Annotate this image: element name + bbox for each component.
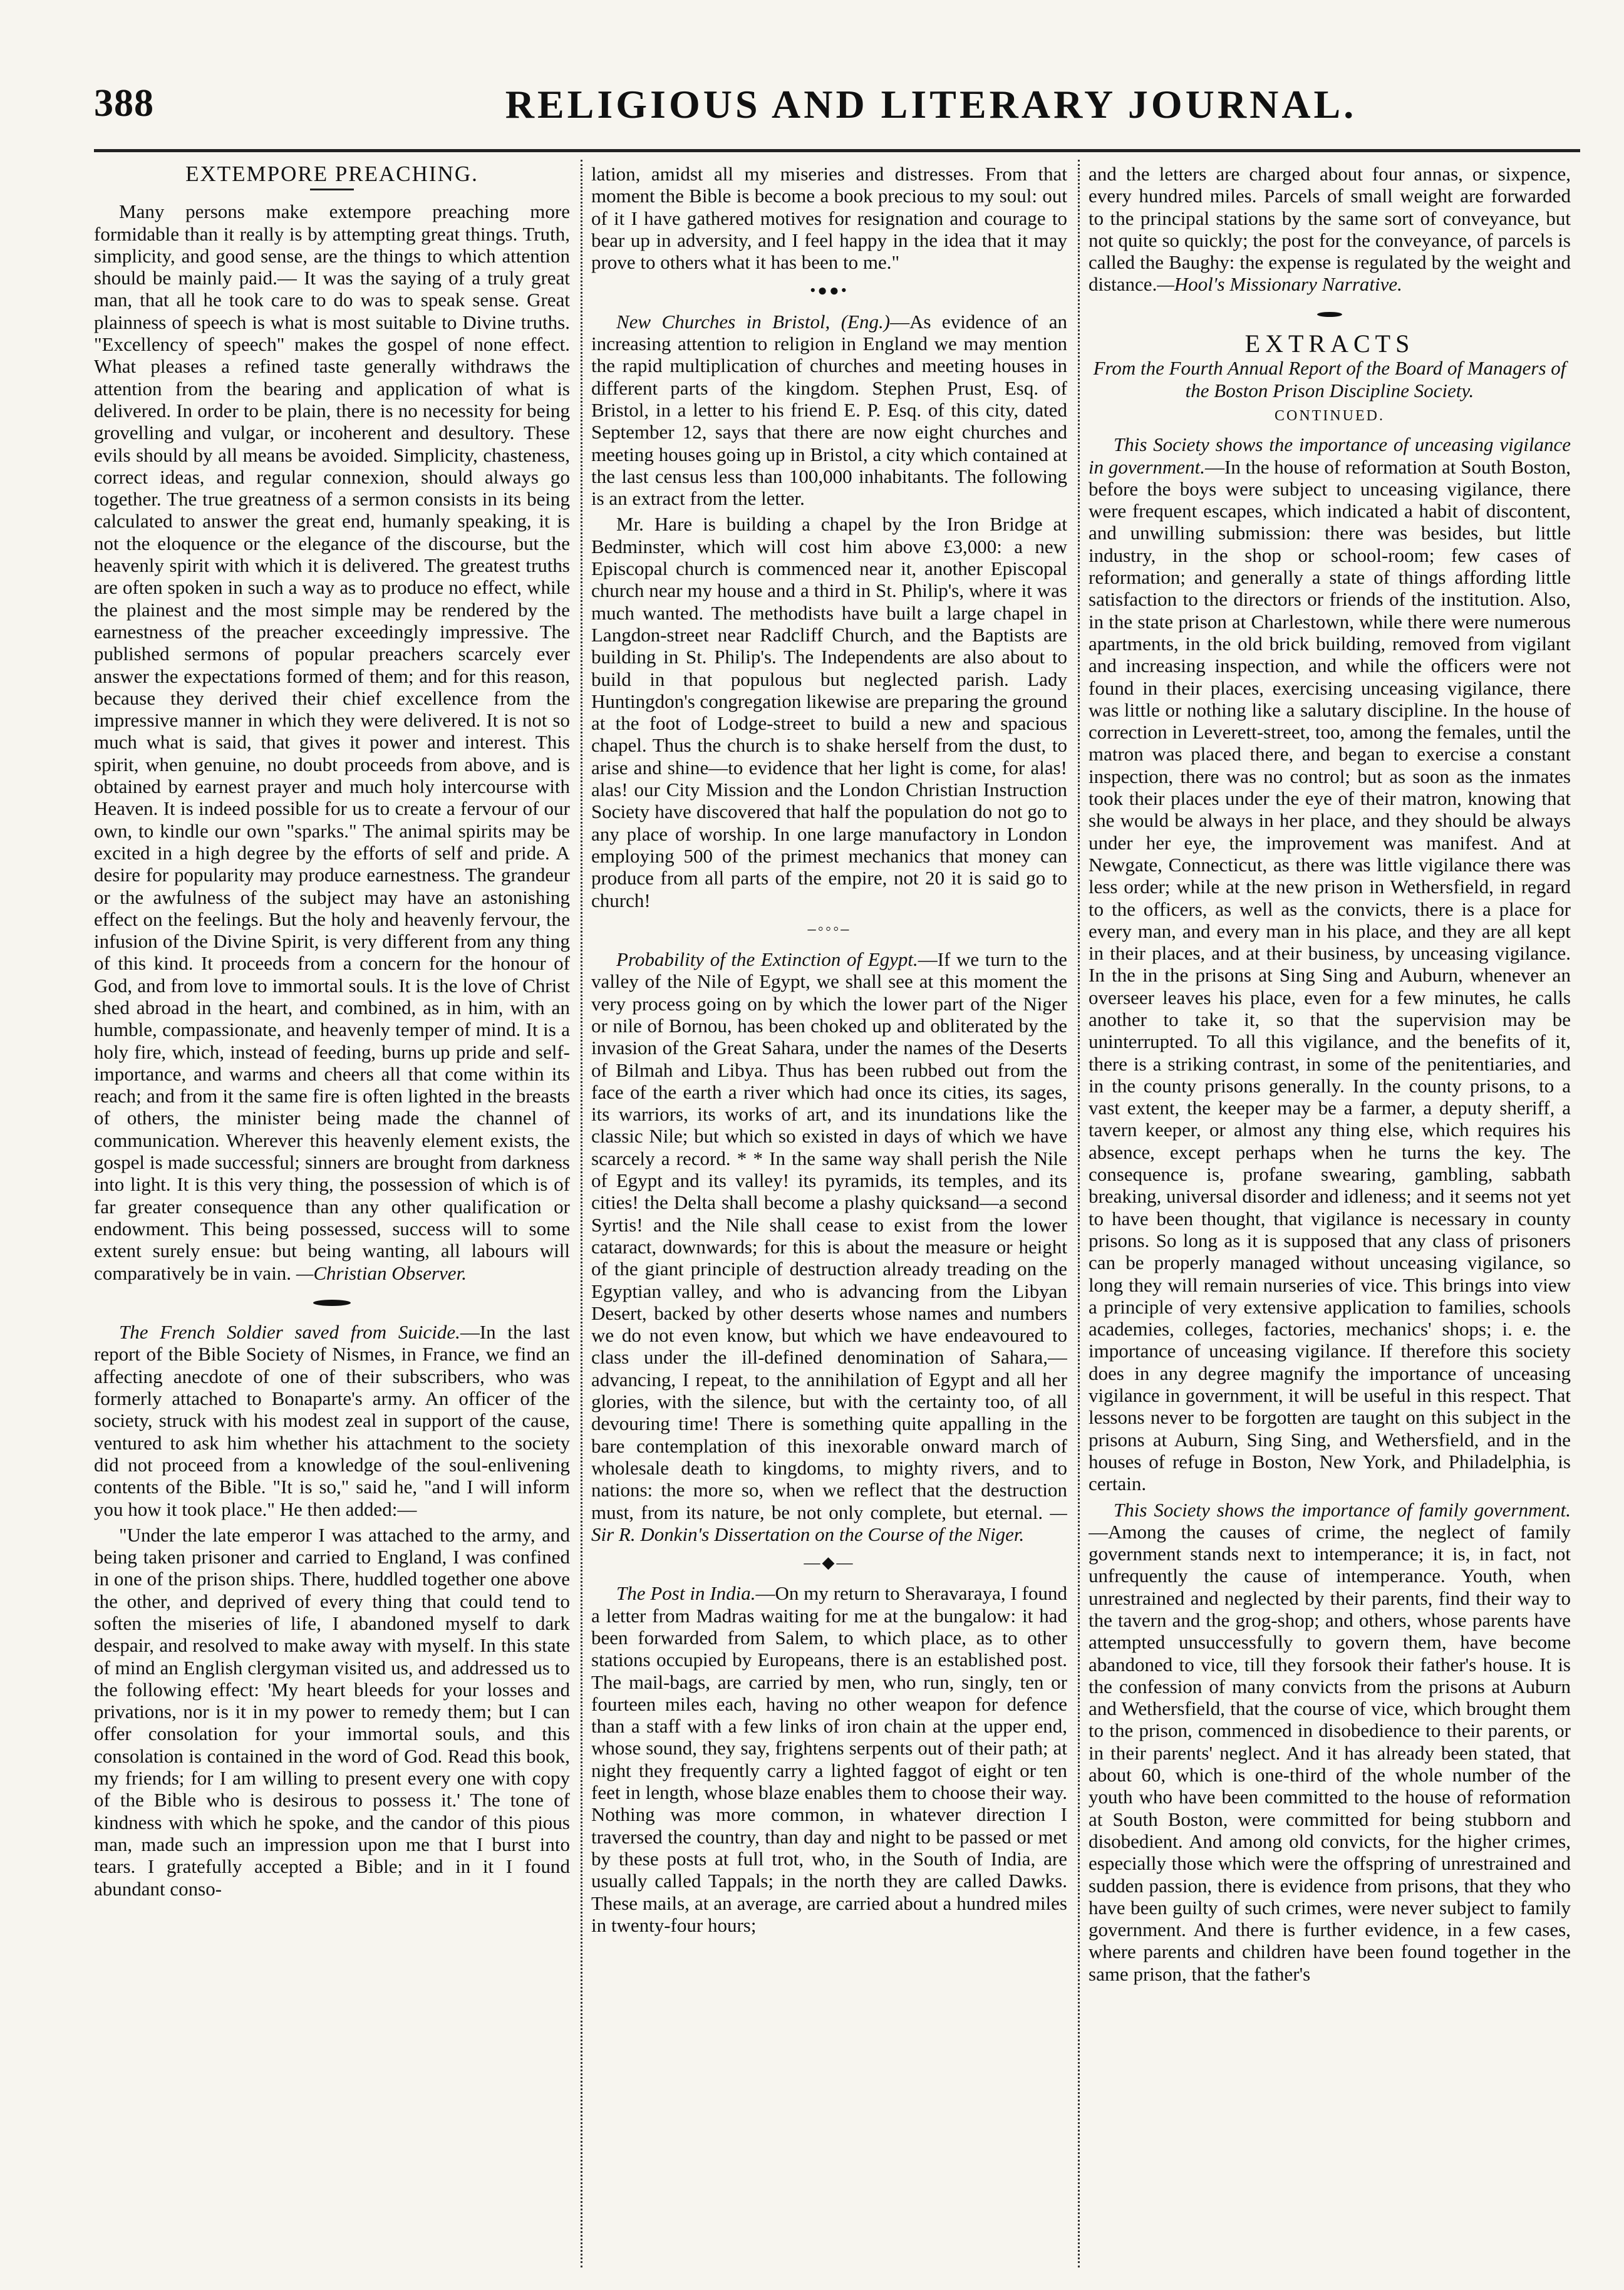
article-extempore-body (94, 200, 570, 1284)
article-text: —In the house of reformation at South Boston, before the boys were subject to unceasing vigilance, there were frequent escapes, which indicated a habit of discontent, and unwilling submission: there was besides, but little industry, in the shop or school-room; few cases of reformation; and generally a state of things affording little satisfaction to the directors or friends of the institution. Also, in the state prison at Charlestown, while there were numerous apartments, in the old brick building, removed from vigilant and increasing inspection, and while the officers were not found in their places, exercising unceasing vigilance, there was little or nothing like a salutary discipline. In the house of correction in Leverett-street, too, among the females, until the matron was placed there, and began to exercise a constant inspection, there was no control; but as soon as the inmates took their places under the eye of their matron, knowing that she would be always in her place, and they should be always under her eye, the improvement was manifest. And at Newgate, Connecticut, as there was little vigilance there was less order; while at the new prison in Wethersfield, in regard to the officers, as well as the convicts, there is a place for every man, and every man in his place, and they are all kept in their places, and at their business, by unceasing vigilance. In the in the prisons at Sing Sing and Auburn, whenever an overseer leaves his place, even for a few minutes, he calls another to take it, so that the supervision may be uninterrupted. To all this vigilance, and the benefits of it, there is a striking contrast, in some of the penitentiaries, and in the county prisons generally. In the county prisons, to a vast extent, the keeper may be a farmer, a deputy sheriff, a tavern keeper, or almost any thing else, which requires his absence, except perhaps when he turns the key. The consequence is, profane swearing, gambling, sabbath breaking, universal disorder and idleness; and it seems not yet to have been thought, that vigilance is necessary in county prisons. So long as it is supposed that any class of prisoners can be properly managed without unceasing vigilance, so long they will remain nurseries of vice. This brings into view a principle of very extensive application to families, schools academies, colleges, factories, mechanics' shops; i. e. the importance of unceasing vigilance. If therefore this society does in any degree magnify the importance of unceasing vigilance in government, it will be useful in this respect. That lessons never to be forgotten are taught on this subject in the prisons at Auburn, Sing Sing, and Wethersfield, and in the houses of refuge in Boston, New York, and Philadelphia, is certain. (1089, 455, 1571, 1495)
ornament-divider: —◆— (804, 1553, 855, 1572)
continued-label: CONTINUED. (1275, 407, 1385, 424)
article-text: —On my return to Sheravaraya, I found a letter from Madras waiting for me at the bungalow: it had been forwarded from Salem, to which place, as to other stations occupied by Europeans, there is an established post. The mail-bags, are carried by men, who run, singly, ten or fourteen miles each, having no other weapon for defence than a staff with a few links of iron chain at the upper end, whose sound, they say, frightens serpents out of their path; at night they frequently carry a lighted faggot of eight or ten feet in length, whose blaze enables them to choose their way. Nothing was more common, in whatever direction I traversed the country, than day and night to be passed or met by these posts at full trot, who, in the South of India, are usually called Tappals; in the north they are called Dawks. These mails, at an average, are carried about a hundred miles in twenty-four hours; (591, 1582, 1067, 1936)
running-head (0, 81, 1624, 138)
article-post-india (591, 1582, 1067, 1936)
journal-title: RELIGIOUS AND LITERARY JOURNAL. (505, 82, 1357, 127)
column-1 (94, 163, 570, 2267)
column-2 (591, 163, 1067, 2267)
article-title: Probability of the Extinction of Egypt. (616, 948, 918, 971)
column-divider (1078, 160, 1080, 2267)
ornament-divider: •●●• (810, 281, 849, 300)
article-text: —If we turn to the valley of the Nile of Egypt, we shall see at this moment the very process going on by which the lower part of the Niger or nile of Bornou, has been choked up and obliterated by the invasion of the Great Sahara, under the names of the Deserts of Bilmah and Libya. Thus has been rubbed out from the face of the earth a river which had once its cities, its sages, its warriors, its works of art, and its inundations like the classic Nile; but which so existed in days of which we have scarcely a record. * * In the same way shall perish the Nile of Egypt and its valley! its pyramids, its temples, and its cities! the Delta shall become a plashy quicksand—a second Syrtis! and the Nile shall cease to exist from the lower cataract, downwards; for this is about the measure or height of the giant principle of destruction already treading on the Egyptian valley, and who is advancing from the Libyan Desert, backed by other deserts whose names and numbers we do not even know, but which we have endeavoured to class under the ill-defined denomination of Sahara,—advancing, I repeat, to the annihilation of Egypt and all her glories, with the silence, but with the certainty too, of all devouring time! There is something quite appalling in the bare contemplation of this inexorable onward march of wholesale death to kingdoms, to mighty rivers, and to nations: the more so, when we reflect that the destruction must, from its nature, be not only complete, but eternal. (591, 948, 1067, 1523)
article-french-soldier-quote: "Under the late emperor I was attached to the army, and being taken prisoner and carried to England, I was confined in one of the prison ships. There, huddled together one above the other, and deprived of every thing that could tend to soften the miseries of life, I abandoned myself to dark despair, and resolved to make away with myself. In this state of mind an English clergyman visited us, and addressed us to the following effect: 'My heart bleeds for your losses and privations, nor is it in my power to remedy them; but I can offer consolation for your immortal souls, and this consolation is contained in the word of God. Read this book, my friends; for I am willing to present every one with copy of the Bible who is desirous to possess it.' The tone of kindness with which he spoke, and the candor of this pious man, made such an impression upon me that I burst into tears. I gratefully accepted a Bible; and in it I found abundant conso- (94, 1523, 570, 1900)
article-heading-extempore: EXTEMPORE PREACHING. (185, 163, 478, 186)
article-continuation: lation, amidst all my miseries and distresses. From that moment the Bible is become a book precious to my soul: out of it I have gathered motives for resignation and courage to bear up in adversity, and I feel happy in the idea that it may prove to others what it has been to me." (591, 163, 1067, 274)
article-title: The French Soldier saved from Suicide. (119, 1321, 460, 1344)
article-title: This Society shows the importance of family government. (1114, 1498, 1571, 1521)
article-title: New Churches in Bristol, (Eng.) (616, 310, 891, 333)
article-source: —Sir R. Donkin's Dissertation on the Course of the Niger. (591, 1501, 1067, 1545)
article-new-churches-letter: Mr. Hare is building a chapel by the Iron Bridge at Bedminster, which will cost him above £3,000: a new Episcopal church is commenced near it, another Episcopal church near my house and a third in St. Philip's, where it was much wanted. The methodists have built a large chapel in Langdon-street near Radcliff Church, and the Baptists are building in St. Philip's. The Independents are also about to build in that populous but neglected parish. Lady Huntingdon's congregation likewise are preparing the ground at the foot of Lodge-street to build a new and spacious chapel. Thus the church is to shake herself from the dust, to arise and shine—to evidence that her light is come, for alas! alas! our City Mission and the London Christian Instruction Society have discovered that half the population do not go to any place of worship. In one large manufactory in London employing 500 of the primest mechanics that money can produce from all parts of the empire, not 20 it is said go to church! (591, 513, 1067, 911)
article-text: —In the last report of the Bible Society of Nismes, in France, we find an affecting anecdote of one of their subscribers, who was formerly attached to Bonaparte's army. An officer of the society, struck with his modest zeal in support of the cause, ventured to ask him whether his attachment to the society did not proceed from a knowledge of the soul-enlivening contents of the Bible. "It is so," said he, "and I will inform you how it took place." He then added:— (94, 1321, 570, 1520)
article-new-churches (591, 311, 1067, 510)
article-source: —Hool's Missionary Narrative. (1157, 273, 1402, 296)
article-text: Many persons make extempore preaching more formidable than it really is by attempting great things. Truth, simplicity, and good sense, are the things to which attention should be mainly paid.— It was the saying of a truly great man, that all he took care to do was to speak sense. Great plainness of speech is what is most suitable to Divine truths. "Excellency of speech" makes the gospel of none effect. What pleases a refined taste generally withdraws the attention from the bearing and application of what is delivered. In order to be plain, there is no necessity for being grovelling and vulgar, or incoherent and desultory. These evils should by all means be avoided. Simplicity, chasteness, correct ideas, and regular connexion, should always go together. The true greatness of a sermon consists in its being calculated to answer the great end, humanly speaking, it is not the eloquence or the elegance of the discourse, but the heavenly spirit with which it is delivered. The greatest truths are often spoken in such a way as to produce no effect, while the plainest and the most simple may be rendered by the earnestness of the preacher exceedingly impressive. The published sermons of popular preachers scarcely ever answer the expectations formed of them; and for this reason, because they derived their chief excellence from the impressive manner in which they were delivered. It is not so much what is said, that gives it power and interest. This spirit, when genuine, no doubt proceeds from above, and is obtained by earnest prayer and much holy intercourse with Heaven. It is indeed possible for us to create a fervour of our own, to kindle our own "sparks." The animal spirits may be excited in a high degree by the efforts of self and pride. A desire for popularity may produce earnestness. The grandeur or the awfulness of the subject may have an astonishing effect on the feelings. But the holy and heavenly fervour, the infusion of the Divine Spirit, is very different from any thing of this kind. It proceeds from a concern for the honour of God, and from love to immortal souls. It is the love of Christ shed abroad in the heart, and combined, as in him, with an humble, compassionate, and heavenly temper of mind. It is a holy fire, which, instead of feeding, burns up pride and self-importance, and warms and cheers all that come within its reach; and from it the same fire is often lighted in the breasts of others, the minister being made the channel of communication. Wherever this heavenly element exists, the gospel is made successful; sinners are brought from darkness into light. It is this very thing, the possession of which is of far greater consequence than any other qualification or endowment. This being possessed, success will to some extent surely ensue: but being wanting, all labours will comparatively be in vain. (94, 200, 570, 1284)
article-text: —As evidence of an increasing attention to religion in England we may mention the rapid multiplication of churches and meeting houses in different parts of the kingdom. Stephen Prust, Esq. of Bristol, in a letter to his friend E. P. Esq. of this city, dated September 12, says that there are now eight churches and meeting houses going up in Bristol, a city which contained at the last census less than 100,000 inhabitants. The following is an extract from the letter. (591, 310, 1067, 510)
article-extinction-egypt (591, 948, 1067, 1545)
heading-rule (310, 189, 354, 190)
article-title: The Post in India. (616, 1582, 756, 1605)
article-french-soldier (94, 1321, 570, 1520)
section-subtitle: From the Fourth Annual Report of the Board of Managers of the Boston Prison Discipline Society. (1093, 357, 1566, 402)
ornament-divider (94, 1290, 570, 1312)
column-divider (581, 160, 582, 2267)
page-number: 388 (94, 82, 154, 125)
section-heading-extracts: EXTRACTS (1244, 329, 1415, 358)
article-family-government (1089, 1499, 1571, 1986)
header-rule (94, 149, 1580, 152)
ornament-divider (1089, 302, 1571, 324)
article-text: and the letters are charged about four annas, or sixpence, every hundred miles. Parcels of small weight are forwarded to the principal stations by the same sort of conveyance, but not quite so quickly; the post for the conveyance, of parcels is called the Baughy: the expense is regulated by the weight and distance. (1089, 163, 1571, 296)
article-text: —Among the causes of crime, the neglect of family government stands next to intemperance; it is, in fact, not unfrequently the cause of intemperance. Youth, when unrestrained and neglected by their parents, find their way to the tavern and the grog-shop; and others, whose parents have attempted unsuccessfully to govern them, have become abandoned to vice, till they forsook their father's house. It is the confession of many convicts from the prisons at Auburn and Wethersfield, that the course of vice, which brought them to the prison, commenced in disobedience to their parents, or in their parents' neglect. And it has already been stated, that about 60, which is one-third of the whole number of the youth who have been committed to the house of reformation at South Boston, were committed for being stubborn and disobedient. And among old convicts, for the higher crimes, especially those which were the offspring of unrestrained and sudden passion, there is evidence from prisons, that they who have been guilty of such crimes, were never subject to family government. And there is further evidence, in a few cases, where parents and children have been found together in the same prison, that the father's (1089, 1520, 1571, 1985)
article-title: This Society shows the importance of unceasing vigilance in government. (1089, 433, 1571, 478)
column-3 (1089, 163, 1571, 2267)
article-source: —Christian Observer. (296, 1262, 467, 1284)
article-vigilance (1089, 433, 1571, 1495)
article-continuation (1089, 163, 1571, 296)
ornament-divider: –◦◦◦– (807, 919, 851, 938)
